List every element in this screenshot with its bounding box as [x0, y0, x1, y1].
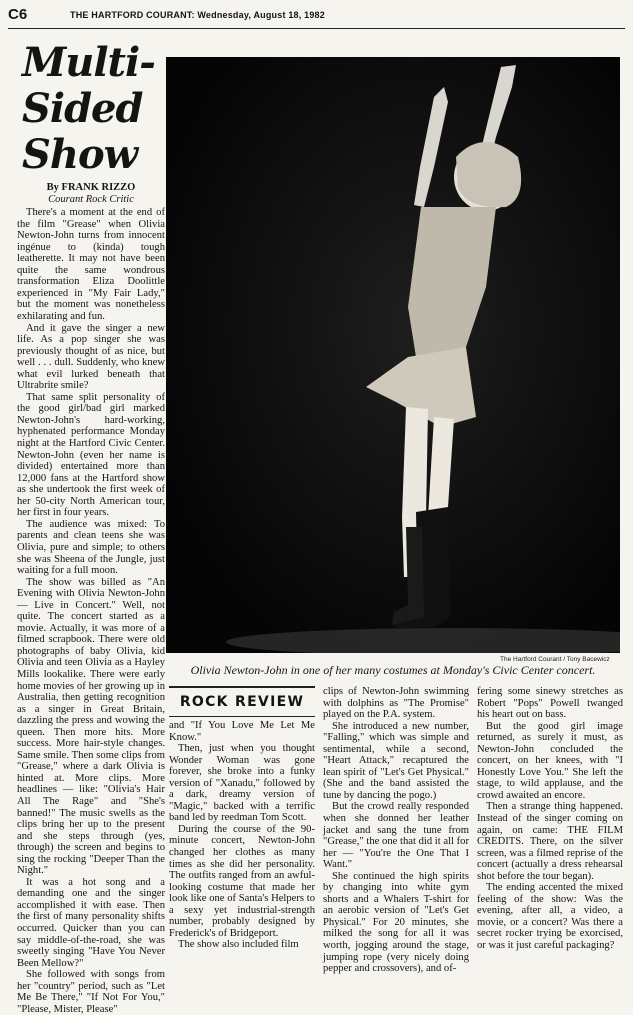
byline: By FRANK RIZZO	[46, 182, 136, 193]
column-label	[169, 686, 315, 717]
paragraph: She introduced a new number, "Falling," which was simple and sentimental, while a second, "Heart Attack," recaptured the lean spirit of "Let's Get Physical." (She and the band assisted the tune by dancing the pogo.)	[323, 720, 469, 801]
paragraph: The show was billed as "An Evening with Olivia Newton-John — Live in Concert." Well, not quite. The concert started as a movie. Actually, it was more of a filmed scrapbook. There were old photographs of baby Olivia, kid Olivia and teen Olivia as a Hayley Mills lookalike. There were early home movies of her growing up in Australia, then getting recognition as a singer in Great Britain, dazzling the press and wowing the queen. Then more hits. More success. More hair-style changes. Same smile. Then some clips from "Grease," where a dark Olivia is hinted at. More clips. More headlines — like: "Olivia's Hair All The Rage" and "She's banned!" The music swells as the clips bring her up to the present and she steps through (yes, through) the screen and begins to sing the rocking "Deeper Than the Night."	[17, 576, 165, 877]
article-column-3	[323, 686, 469, 975]
paragraph: clips of Newton-John swimming with dolphins as "The Promise" played on the P.A. system.	[323, 686, 469, 721]
paragraph: Then, just when you thought Wonder Woman was gone forever, she broke into a funky version of "Xanadu," followed by a dark, dreamy version of "Magic," backed with a terrific band led by reedman Tom Scott.	[169, 743, 315, 824]
page-number: C6	[8, 6, 28, 23]
paragraph: And it gave the singer a new life. As a pop singer she was previously thought of as nice, but well . . . dull. Suddenly, who knew what evil lurked beneath that Ultrabrite smile?	[17, 322, 165, 392]
performer-silhouette	[166, 57, 620, 653]
article-column-2	[169, 720, 315, 951]
article-column-4	[477, 686, 623, 952]
paragraph: But the good girl image returned, as surely it must, as Newton-John concluded the concert, on her knees, with "I Honestly Love You." She left the stage, to wild applause, and the crowd awaited an encore.	[477, 720, 623, 801]
masthead	[8, 6, 625, 29]
column-label-text: ROCK REVIEW	[179, 694, 305, 710]
paragraph: There's a moment at the end of the film "Grease" when Olivia Newton-John turns from innocent ingénue to (kinda) tough leatherette. It may not have been quite the same wondrous transformation Eliza Doolittle experienced in "My Fair Lady," but the moment was nonetheless exhilarating and fun.	[17, 207, 165, 323]
paragraph: She followed with songs from her "country" period, such as "Let Me Be There," "If Not For You," "Please, Mister, Please"	[17, 969, 165, 1015]
paragraph: and "If You Love Me Let Me Know."	[169, 720, 315, 743]
paragraph: The audience was mixed: To parents and clean teens she was Olivia, pure and simple; to others she was Sheena of the Jungle, just waiting for a full moon.	[17, 518, 165, 577]
paragraph: The show also included film	[178, 939, 299, 951]
paragraph: She continued the high spirits by changing into white gym shorts and a Whalers T-shirt for an aerobic version of "Let's Get Physical." For 20 minutes, she milked the song for all it was worth, jogging around the stage, jumping rope (very nicely doing pepper and crossovers), and of-	[323, 870, 469, 975]
paragraph: It was a hot song and a demanding one and the singer accomplished it with ease. Then the first of many personality shifts occurred. Quicker than you can say middle-of-the-road, she was sweetly singing "Have You Never Been Mellow?"	[17, 876, 165, 969]
photo-caption: Olivia Newton-John in one of her many costumes at Monday's Civic Center concert.	[190, 663, 596, 677]
paragraph: That same split personality of the good girl/bad girl marked Newton-John's hard-working, hyphenated performance Monday night at the Hartford Civic Center. Newton-John (even her name is divided) entertained more than 12,000 fans at the Hartford show as she undertook the first week of her 50-city North American tour, her first in four years.	[17, 391, 165, 519]
paragraph: The ending accented the mixed feeling of the show: Was the evening, after all, a video, a movie, or a concert? Was there a secret rocker trying be exorcised, or was it just careful packaging?	[477, 882, 623, 952]
paragraph: During the course of the 90-minute concert, Newton-John changed her clothes as many times as she did her personality. The outfits ranged from an awful-looking costume that made her look like one of Santa's Helpers to a sexy yet industrial-strength number, probably designed by Frederick's of Bridgeport.	[169, 823, 315, 939]
article-column-1	[17, 182, 165, 1015]
paragraph: fering some sinewy stretches as Robert "Pops" Powell twanged his heart out on bass.	[477, 686, 623, 721]
headline: Multi-Sided Show	[22, 39, 155, 178]
paragraph: Then a strange thing happened. Instead of the singer coming on again, on came: THE FILM CREDITS. There, on the silver screen, was a filmed reprise of the concert (actually a dress rehearsal shot before the tour began).	[477, 801, 623, 882]
byline-title: Courant Rock Critic	[48, 193, 134, 205]
photo-credit: The Hartford Courant / Tony Bacewicz	[500, 656, 610, 663]
publication-line: THE HARTFORD COURANT: Wednesday, August 18, 1982	[70, 10, 325, 20]
paragraph: But the crowd really responded when she donned her leather jacket and sang the tune from "Grease," the one that did it all for her — "You're the One That I Want."	[323, 801, 469, 871]
concert-photo	[166, 57, 620, 653]
